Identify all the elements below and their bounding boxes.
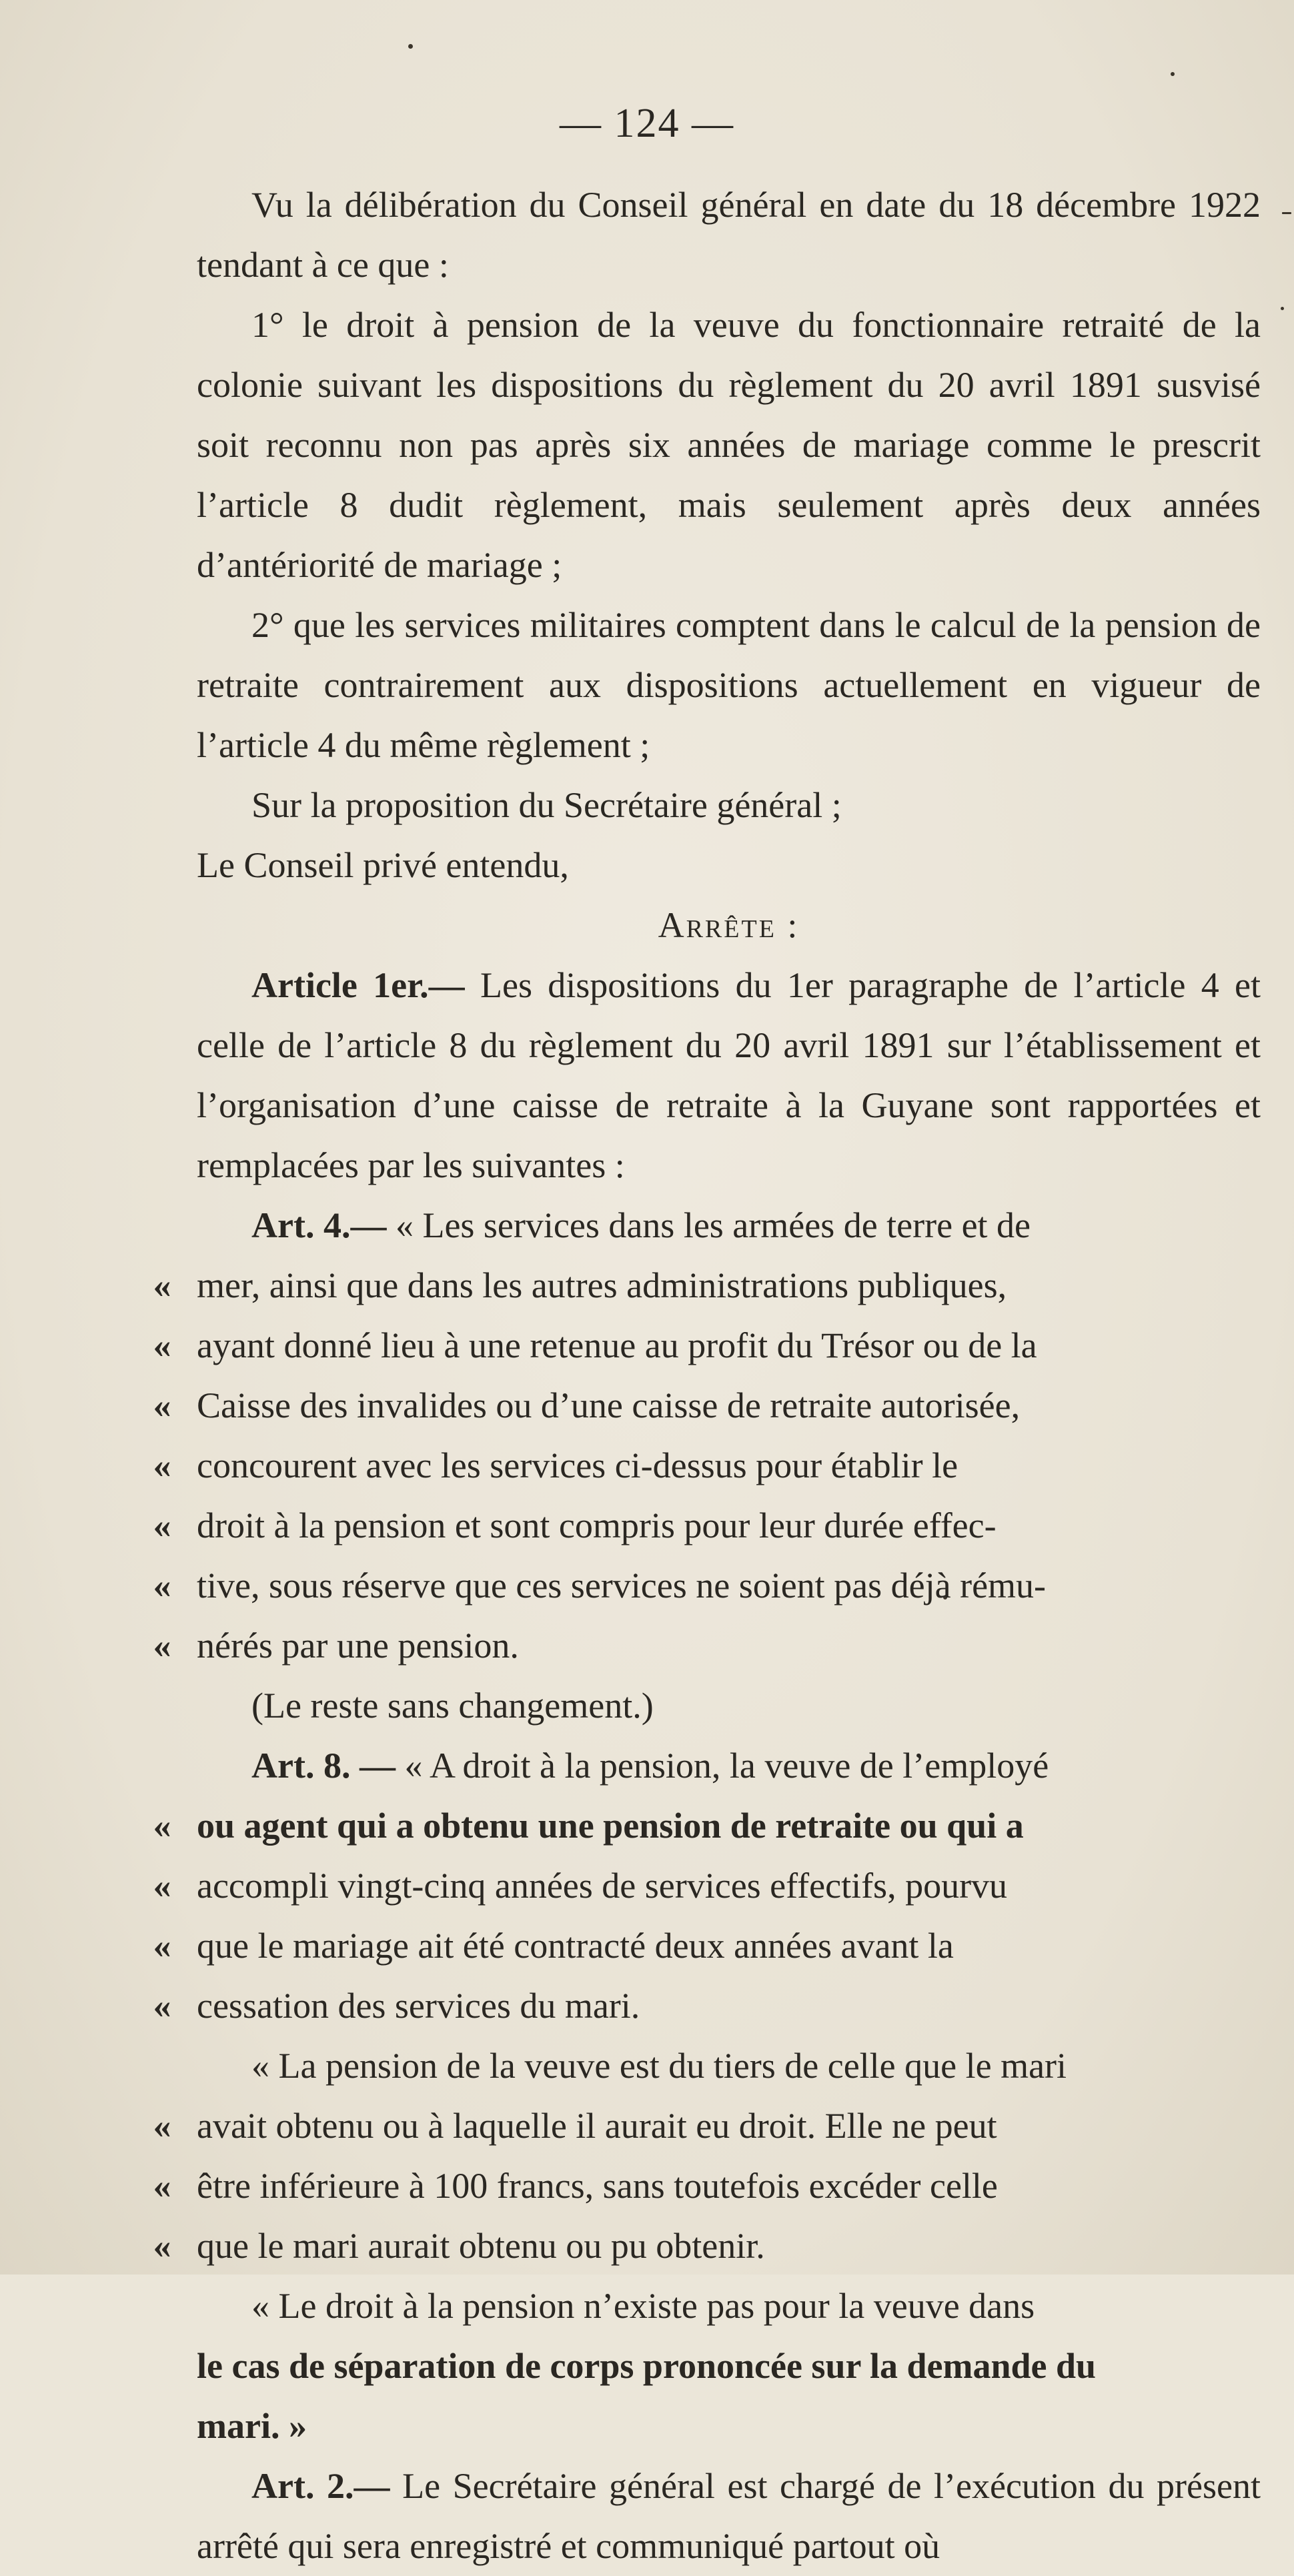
scan-speck (1282, 212, 1291, 214)
quote-mark: « (153, 2226, 171, 2266)
art8-line-text: que le mariage ait été contracté deux années avant la (197, 1926, 954, 1966)
art4-note-text: (Le reste sans changement.) (251, 1686, 654, 1726)
art8-line-text: avait obtenu ou à laquelle il aurait eu droit. Elle ne peut (197, 2106, 997, 2146)
quote-mark: « (153, 1866, 171, 1906)
paragraph-proposition: Sur la proposition du Secrétaire général ; (251, 785, 842, 825)
art8-line-text: accompli vingt-cinq années de services effectifs, pourvu (197, 1866, 1008, 1906)
quote-mark: « (153, 2106, 171, 2146)
art8-label: Art. 8. — (251, 1746, 396, 1786)
art8-line-text: que le mari aurait obtenu ou pu obtenir. (197, 2226, 765, 2266)
article-2-label: Art. 2.— (251, 2466, 390, 2506)
art4-line-text: tive, sous réserve que ces services ne soient pas déjà rému- (197, 1565, 1047, 1605)
art4-line-text: « Les services dans les armées de terre et de (395, 1205, 1031, 1245)
art8-line (153, 1976, 1261, 2036)
art4-line-text: concourent avec les services ci-dessus pour établir le (197, 1445, 958, 1485)
quote-mark: « (153, 1325, 171, 1365)
arrete-heading: Arrête : (658, 905, 800, 945)
art4-line (153, 1495, 1261, 1555)
quote-mark: « (153, 1265, 171, 1305)
art4-line (153, 1616, 1261, 1676)
article-2 (197, 2456, 1261, 2576)
paragraph-conseil (197, 835, 1261, 895)
art8-line-text: « Le droit à la pension n’existe pas pour la veuve dans (251, 2286, 1035, 2326)
article-1-text: Les dispositions du 1er paragraphe de l’article 4 et celle de l’article 8 du règlement du 20 avril 1891 sur l’établissement et l’organisation d’une caisse de retraite à la Guyane sont rapportées et remplacées par les suivantes : (197, 965, 1261, 1185)
art4-label: Art. 4.— (251, 1205, 387, 1245)
art4-line (153, 1435, 1261, 1495)
art8-line (153, 1796, 1261, 1856)
art8-line-text: cessation des services du mari. (197, 1986, 640, 2026)
art8-line (197, 2336, 1261, 2396)
paragraph-point-1: 1° le droit à pension de la veuve du fonctionnaire retraité de la colonie suivant les dispositions du règlement du 20 avril 1891 susvisé soit reconnu non pas après six années de mariage comme le prescrit l’article 8 dudit règlement, mais seulement après deux années d’antériorité de mariage ; (197, 305, 1261, 585)
art8-line (153, 2156, 1261, 2216)
art8-line-text: mari. » (197, 2406, 307, 2446)
article-8-block (153, 1736, 1261, 2456)
art8-line (197, 2276, 1261, 2336)
article-4-block (153, 1195, 1261, 1736)
quote-mark: « (153, 1626, 171, 1666)
quote-mark: « (153, 2166, 171, 2206)
art4-note (197, 1676, 1261, 1736)
art8-line (197, 1736, 1261, 1796)
art4-line-text: Caisse des invalides ou d’une caisse de retraite autorisée, (197, 1385, 1021, 1425)
art4-line (153, 1555, 1261, 1616)
quote-mark: « (153, 1385, 171, 1425)
art8-line (153, 1856, 1261, 1916)
document-body (153, 175, 1261, 2576)
article-1-label: Article 1er.— (251, 965, 465, 1005)
art4-line-text: mer, ainsi que dans les autres administrations publiques, (197, 1265, 1007, 1305)
scan-speck (1281, 307, 1284, 310)
art4-line (153, 1255, 1261, 1315)
scan-speck (1171, 72, 1175, 76)
art8-line-text: ou agent qui a obtenu une pension de retraite ou qui a (197, 1806, 1024, 1846)
page-number: — 124 — (560, 101, 734, 146)
art4-line (153, 1375, 1261, 1435)
quote-mark: « (153, 1505, 171, 1545)
art4-line-text: ayant donné lieu à une retenue au profit du Trésor ou de la (197, 1325, 1037, 1365)
paragraph-conseil-text: Le Conseil privé entendu, (197, 845, 569, 885)
quote-mark: « (153, 1986, 171, 2026)
art8-line (197, 2396, 1261, 2456)
art8-line (153, 2096, 1261, 2156)
art8-line (153, 1916, 1261, 1976)
art8-line-text: le cas de séparation de corps prononcée sur la demande du (197, 2346, 1097, 2386)
art8-line-text: « La pension de la veuve est du tiers de celle que le mari (251, 2046, 1067, 2086)
art4-line (153, 1315, 1261, 1375)
article-1 (197, 955, 1261, 1195)
quote-mark: « (153, 1445, 171, 1485)
quote-mark: « (153, 1926, 171, 1966)
art8-line-text: « A droit à la pension, la veuve de l’employé (404, 1746, 1049, 1786)
art4-line-text: droit à la pension et sont compris pour leur durée effec- (197, 1505, 997, 1545)
paragraph-point-2: 2° que les services militaires comptent dans le calcul de la pension de retraite contrairement aux dispositions actuellement en vigueur de l’article 4 du même règlement ; (197, 605, 1261, 765)
art4-line (197, 1195, 1261, 1255)
art4-line-text: nérés par une pension. (197, 1626, 519, 1666)
scan-speck (408, 44, 413, 49)
article-2-text: Le Secrétaire général est chargé de l’exécution du présent arrêté qui sera enregistré et communiqué partout où (197, 2466, 1261, 2566)
art8-line (153, 2216, 1261, 2276)
art8-line-text: être inférieure à 100 francs, sans toutefois excéder celle (197, 2166, 998, 2206)
paragraph-deliberation: Vu la délibération du Conseil général en date du 18 décembre 1922 tendant à ce que : (197, 185, 1261, 285)
quote-mark: « (153, 1565, 171, 1605)
quote-mark: « (153, 1806, 171, 1846)
art8-line (197, 2036, 1261, 2096)
